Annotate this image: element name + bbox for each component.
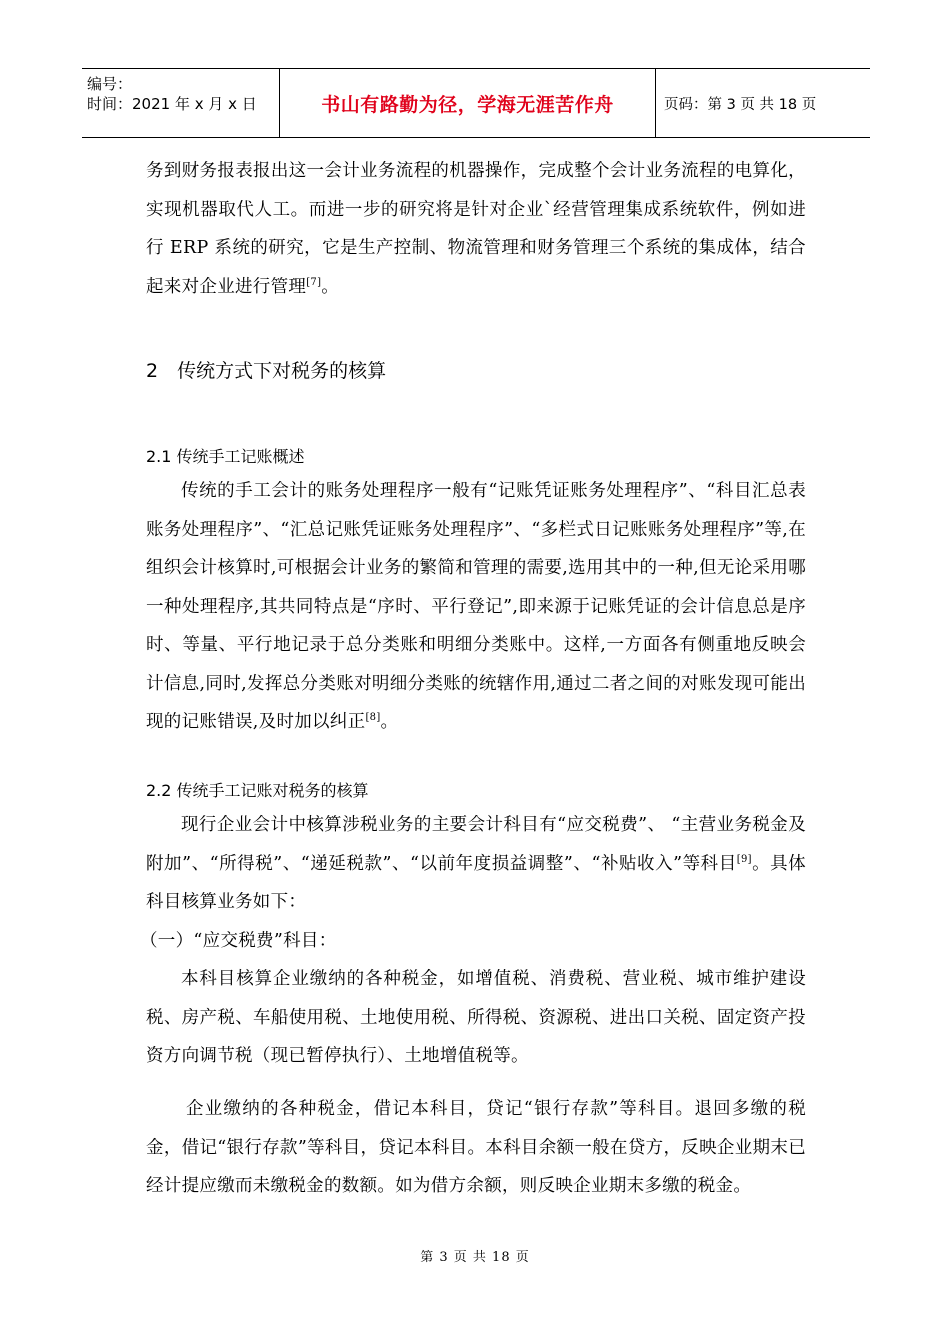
- page-footer: 第 3 页 共 18 页: [420, 1250, 530, 1265]
- page-header: [82, 68, 870, 138]
- paragraph-2-1: 传统的手工会计的账务处理程序一般有“记账凭证账务处理程序”、“科目汇总表账务处理程序”、“汇总记账凭证账务处理程序”、“多栏式日记账账务处理程序”等,在组织会计核算时,可根据会计业务的繁简和管理的需要,选用其中的一种,但无论采用哪一种处理程序,其共同特点是“序时、平行登记”,即来源于记账凭证的会计信息总是序时、等量、平行地记录于总分类账和明细分类账中。这样,一方面各有侧重地反映会计信息,同时,发挥总分类账对明细分类账的统辖作用,通过二者之间的对账发现可能出现的记账错误,及时加以纠正[8]。: [146, 481, 806, 732]
- citation-8: [8]: [365, 712, 381, 724]
- section-2-1-heading: 2.1 传统手工记账概述: [146, 447, 305, 466]
- citation-9: [9]: [736, 853, 752, 865]
- paragraph-2-2: 现行企业会计中核算涉税业务的主要会计科目有“应交税费”、 “主营业务税金及附加”、“所得税”、“递延税款”、“以前年度损益调整”、“补贴收入”等科目[9]。具体科目核算业务如下：: [146, 815, 806, 912]
- paragraph-intro-continued: 务到财务报表报出这一会计业务流程的机器操作，完成整个会计业务流程的电算化，实现机器取代人工。而进一步的研究将是针对企业`经营管理集成系统软件，例如进行 ERP 系统的研究，它是生产控制、物流管理和财务管理三个系统的集成体，结合起来对企业进行管理[7]。: [146, 161, 806, 297]
- item-1-heading: （一）“应交税费”科目：: [140, 931, 337, 951]
- paragraph-item-1-entries: 企业缴纳的各种税金，借记本科目，贷记“银行存款”等科目。退回多缴的税金，借记“银行存款”等科目，贷记本科目。本科目余额一般在贷方，反映企业期末已经计提应缴而未缴税金的数额。如为借方余额，则反映企业期末多缴的税金。: [146, 1099, 806, 1196]
- section-2-heading: 2 传统方式下对税务的核算: [146, 360, 387, 382]
- header-page-info: 页码：第 3 页 共 18 页: [664, 96, 817, 113]
- document-number-label: 编号：: [87, 75, 133, 93]
- paragraph-item-1-scope: 本科目核算企业缴纳的各种税金，如增值税、消费税、营业税、城市维护建设税、房产税、车船使用税、土地使用税、所得税、资源税、进出口关税、固定资产投资方向调节税（现已暂停执行）、土地增值税等。: [146, 969, 806, 1066]
- section-2-2-heading: 2.2 传统手工记账对税务的核算: [146, 781, 369, 800]
- document-time-label: 时间：2021 年 x 月 x 日: [87, 95, 257, 113]
- header-slogan: 书山有路勤为径，学海无涯苦作舟: [280, 69, 656, 137]
- citation-7: [7]: [306, 276, 322, 288]
- header-left-cell: [82, 69, 280, 137]
